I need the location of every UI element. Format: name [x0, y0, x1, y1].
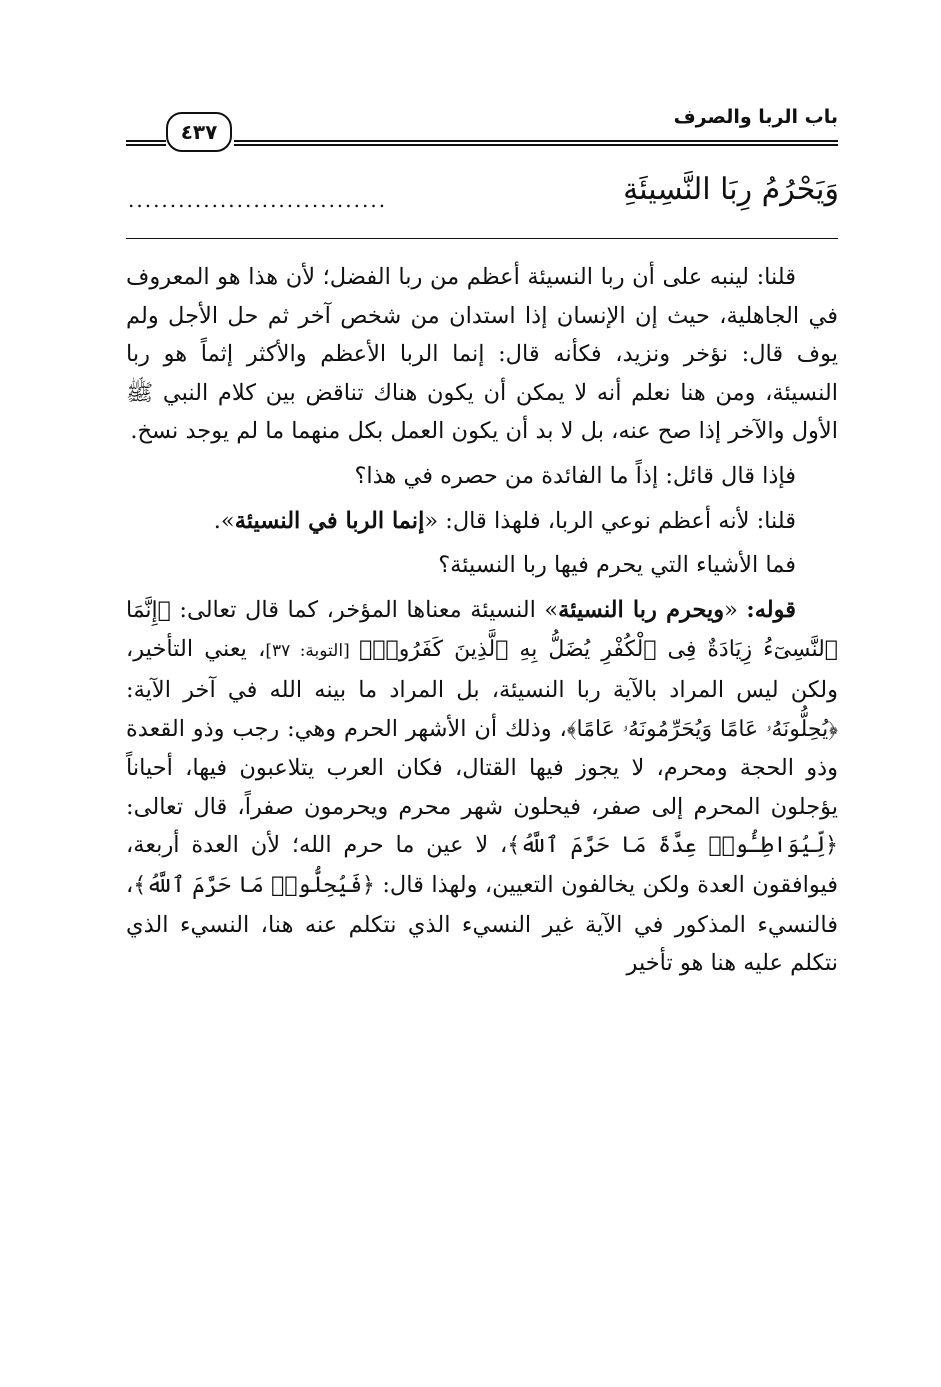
page-number: ٤٣٧ — [166, 112, 232, 152]
paragraph-text: النسيئة معناها المؤخر، كما قال تعالى: — [170, 596, 536, 623]
paragraph-text: قلنا: لأنه أعظم نوعي الربا، فلهذا قال: « — [424, 507, 796, 534]
lead-word: قوله: — [746, 596, 796, 623]
commentary-body — [126, 258, 838, 989]
paragraph: فإذا قال قائل: إذاً ما الفائدة من حصره في هذا؟ — [354, 462, 796, 489]
paragraph-text: ، فالنسيء المذكور في الآية غير النسيء الذي نتكلم عنه هنا، النسيء الذي نتكلم عليه هنا هو تأخير — [126, 871, 838, 977]
quran-verse: ﴿يُحِلُّونَهُۥ عَامًا وَيُحَرِّمُونَهُۥ عَامًا﴾ — [566, 716, 838, 742]
quote-mark: « — [724, 596, 747, 623]
hadith-quote: إنما الربا في النسيئة — [234, 507, 425, 534]
header-rule-left — [126, 140, 166, 142]
quran-verse: ﴿فَيُحِلُّوا۟ مَا حَرَّمَ ٱللَّهُ﴾ — [133, 872, 375, 898]
paragraph: فما الأشياء التي يحرم فيها ربا النسيئة؟ — [438, 552, 796, 579]
matn-dots: ............................... — [128, 188, 388, 212]
running-title: باب الربا والصرف — [673, 106, 838, 128]
quote-mark: » — [535, 596, 559, 623]
header-rule-left — [126, 144, 166, 146]
matn-text: وَيَحْرُمُ رِبَا النَّسِيئَةِ — [623, 172, 839, 207]
quran-verse: ﴿إِنَّمَا ٱلنَّسِىٓءُ زِيَادَةٌ فِى ٱلْكُفْرِ يُضَلُّ بِهِ ٱلَّذِينَ كَفَرُوا۟﴾ — [126, 597, 839, 663]
verse-reference: [التوبة: ٣٧] — [265, 641, 360, 662]
paragraph-text: ، يعني التأخير، ولكن ليس المراد بالآية ربا النسيئة، بل المراد ما بينه الله في آخر الآية: — [126, 636, 838, 703]
page-header — [126, 100, 838, 162]
matn-separator — [126, 238, 838, 239]
paragraph-text: ، لا عين ما حرم الله؛ لأن العدة أربعة، فيوافقون العدة ولكن يخالفون التعيين، ولهذا قال: — [126, 832, 838, 898]
paragraph — [126, 502, 838, 541]
paragraph: قلنا: لينبه على أن ربا النسيئة أعظم من ربا الفضل؛ لأن هذا هو المعروف في الجاهلية، حيث إن الإنسان إذا استدان من شخص آخر ثم حل الأجل ولم يوف قال: نؤخر ونزيد، فكأنه قال: إنما الربا الأعظم والأكثر إثماً هو ربا النسيئة، ومن هنا نعلم أنه لا يمكن أن يكون هناك تناقض بين كلام النبي ﷺ الأول والآخر إذا صح عنه، بل لا بد أن يكون العمل بكل منهما ما لم يوجد نسخ. — [126, 264, 838, 445]
paragraph-text: ، وذلك أن الأشهر الحرم وهي: رجب وذو القعدة وذو الحجة ومحرم، لا يجوز فيها القتال، فكان العرب يتلاعبون فيها، أحياناً يؤجلون المحرم إلى صفر، فيحلون شهر محرم ويحرمون صفراً، قال تعالى: — [126, 715, 838, 820]
paragraph-text: ». — [213, 507, 235, 534]
matn-quote: ويحرم ربا النسيئة — [558, 596, 725, 623]
quran-verse: ﴿لِّيُوَاطِـُٔوا۟ عِدَّةَ مَا حَرَّمَ ٱللَّهُ﴾ — [507, 833, 838, 859]
header-rule — [234, 144, 838, 146]
paragraph — [126, 591, 838, 983]
header-rule — [234, 140, 838, 142]
